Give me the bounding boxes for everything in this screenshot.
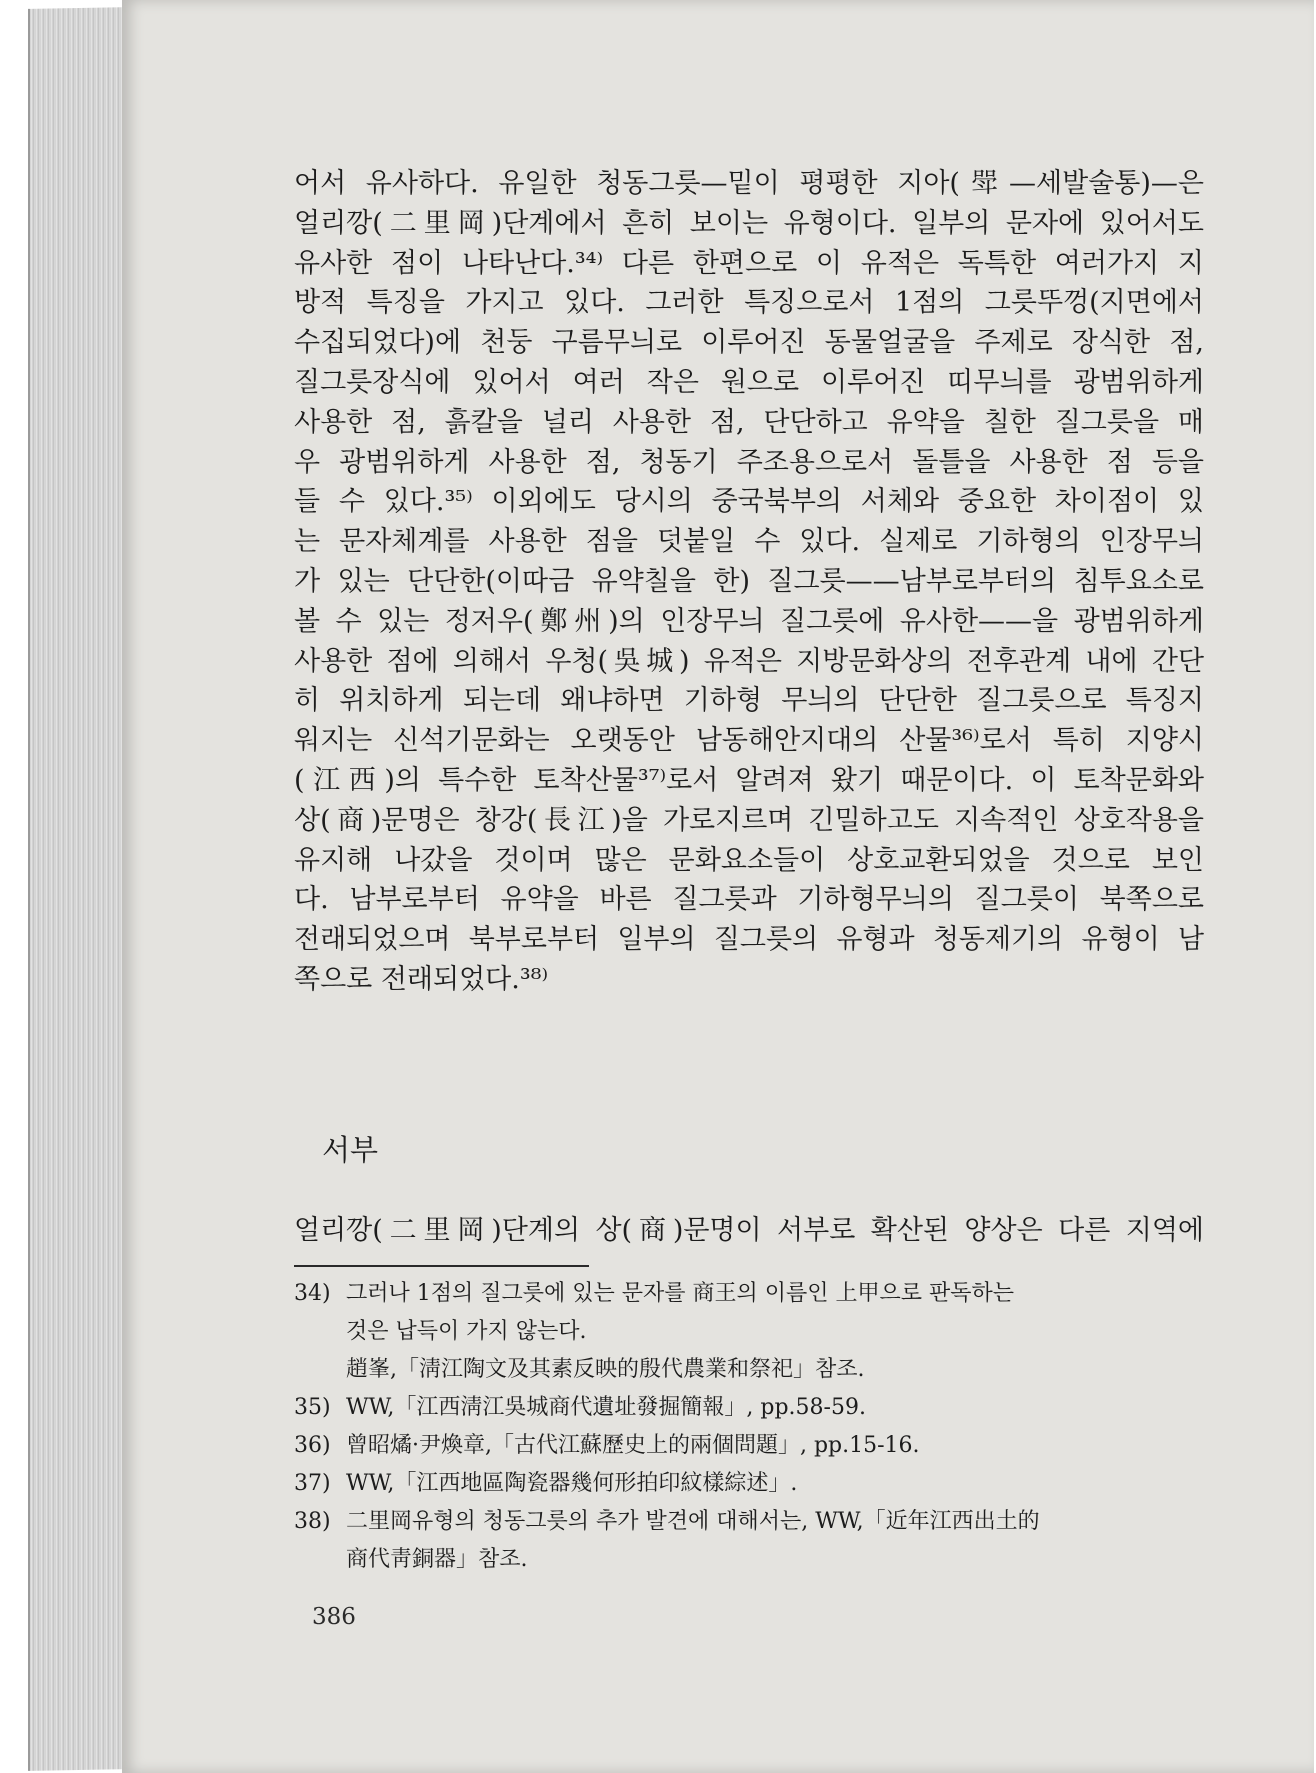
body-line: 질그릇장식에 있어서 여러 작은 원으로 이루어진 띠무늬를 광범위하게 — [294, 366, 1204, 398]
footnote-number: 38) — [294, 1509, 331, 1534]
body-line: 전래되었으며 북부로부터 일부의 질그릇의 유형과 청동제기의 유형이 남 — [294, 924, 1204, 956]
footnote — [294, 1275, 1204, 1389]
footnote-line: 그러나 1점의 질그릇에 있는 문자를 商王의 이름인 上甲으로 판독하는 — [346, 1281, 1014, 1306]
body-paragraph — [294, 164, 1204, 1000]
body-line: 들 수 있다.³⁵⁾ 이외에도 당시의 중국북부의 서체와 중요한 차이점이 있 — [294, 486, 1204, 518]
body-line: 어서 유사하다. 유일한 청동그릇—밑이 평평한 지아(斝—세발술통)—은 — [294, 168, 1204, 199]
body-line: 방적 특징을 가지고 있다. 그러한 특징으로서 1점의 그릇뚜껑(지면에서 — [294, 287, 1204, 319]
footnote-line: WW,「江西淸江吳城商代遺址發掘簡報」, pp.58-59. — [346, 1395, 866, 1420]
book-page — [122, 0, 1314, 1773]
footnote — [294, 1465, 1204, 1503]
footnote-line: 二里岡유형의 청동그릇의 추가 발견에 대해서는, WW,「近年江西出土的 — [346, 1509, 1040, 1534]
footnote-line: 趙峯,「淸江陶文及其素反映的殷代農業和祭祀」참조. — [346, 1357, 865, 1382]
body-line: 볼 수 있는 정저우(鄭州)의 인장무늬 질그릇에 유사한——을 광범위하게 — [294, 605, 1204, 637]
body-line: 유지해 나갔을 것이며 많은 문화요소들이 상호교환되었을 것으로 보인 — [294, 844, 1204, 876]
footnote-number: 37) — [294, 1471, 331, 1496]
footnote — [294, 1427, 1204, 1465]
footnote-line: 商代靑銅器」참조. — [346, 1547, 528, 1572]
body-line: 히 위치하게 되는데 왜냐하면 기하형 무늬의 단단한 질그릇으로 특징지 — [294, 685, 1204, 717]
footnote-divider — [294, 1265, 589, 1267]
body-line: 유사한 점이 나타난다.³⁴⁾ 다른 한편으로 이 유적은 독특한 여러가지 지 — [294, 247, 1204, 279]
body-line: 사용한 점, 흙칼을 널리 사용한 점, 단단하고 유약을 칠한 질그릇을 매 — [294, 406, 1204, 438]
body-line: 수집되었다)에 천둥 구름무늬로 이루어진 동물얼굴을 주제로 장식한 점, — [294, 327, 1204, 359]
body-line: 얼리깡(二里岡)단계에서 흔히 보이는 유형이다. 일부의 문자에 있어서도 — [294, 207, 1204, 239]
body-line: 다. 남부로부터 유약을 바른 질그릇과 기하형무늬의 질그릇이 북쪽으로 — [294, 884, 1204, 916]
section-lead-line: 얼리깡(二里岡)단계의 상(商)문명이 서부로 확산된 양상은 다른 지역에 — [294, 1215, 1204, 1246]
body-line: 상(商)문명은 창강(長江)을 가로지르며 긴밀하고도 지속적인 상호작용을 — [294, 804, 1204, 836]
body-line: 우 광범위하게 사용한 점, 청동기 주조용으로서 돌틀을 사용한 점 등을 — [294, 446, 1204, 478]
footnote-number: 34) — [294, 1281, 331, 1306]
footnote-line: 曾昭燏·尹煥章,「古代江蘇歷史上的兩個問題」, pp.15-16. — [346, 1433, 920, 1458]
footnote-number: 36) — [294, 1433, 331, 1458]
footnote — [294, 1389, 1204, 1427]
footnote — [294, 1503, 1204, 1579]
body-line: 가 있는 단단한(이따금 유약칠을 한) 질그릇——남부로부터의 침투요소로 — [294, 565, 1204, 597]
footnotes — [294, 1275, 1204, 1579]
book-page-edges — [28, 7, 130, 1771]
section-heading: 서부 — [322, 1133, 379, 1167]
footnote-number: 35) — [294, 1395, 331, 1420]
body-line: 사용한 점에 의해서 우청(吳城) 유적은 지방문화상의 전후관계 내에 간단 — [294, 645, 1204, 677]
footnote-line: WW,「江西地區陶瓷器幾何形拍印紋樣綜述」. — [346, 1471, 798, 1496]
footnote-line: 것은 납득이 가지 않는다. — [346, 1319, 587, 1344]
body-line: 는 문자체계를 사용한 점을 덧붙일 수 있다. 실제로 기하형의 인장무늬 — [294, 526, 1204, 558]
body-line: 쪽으로 전래되었다.³⁸⁾ — [294, 963, 549, 995]
body-line: 워지는 신석기문화는 오랫동안 남동해안지대의 산물³⁶⁾로서 특히 지양시 — [294, 725, 1204, 757]
body-line: (江西)의 특수한 토착산물³⁷⁾로서 알려져 왔기 때문이다. 이 토착문화와 — [294, 764, 1204, 796]
page-number: 386 — [312, 1604, 356, 1630]
